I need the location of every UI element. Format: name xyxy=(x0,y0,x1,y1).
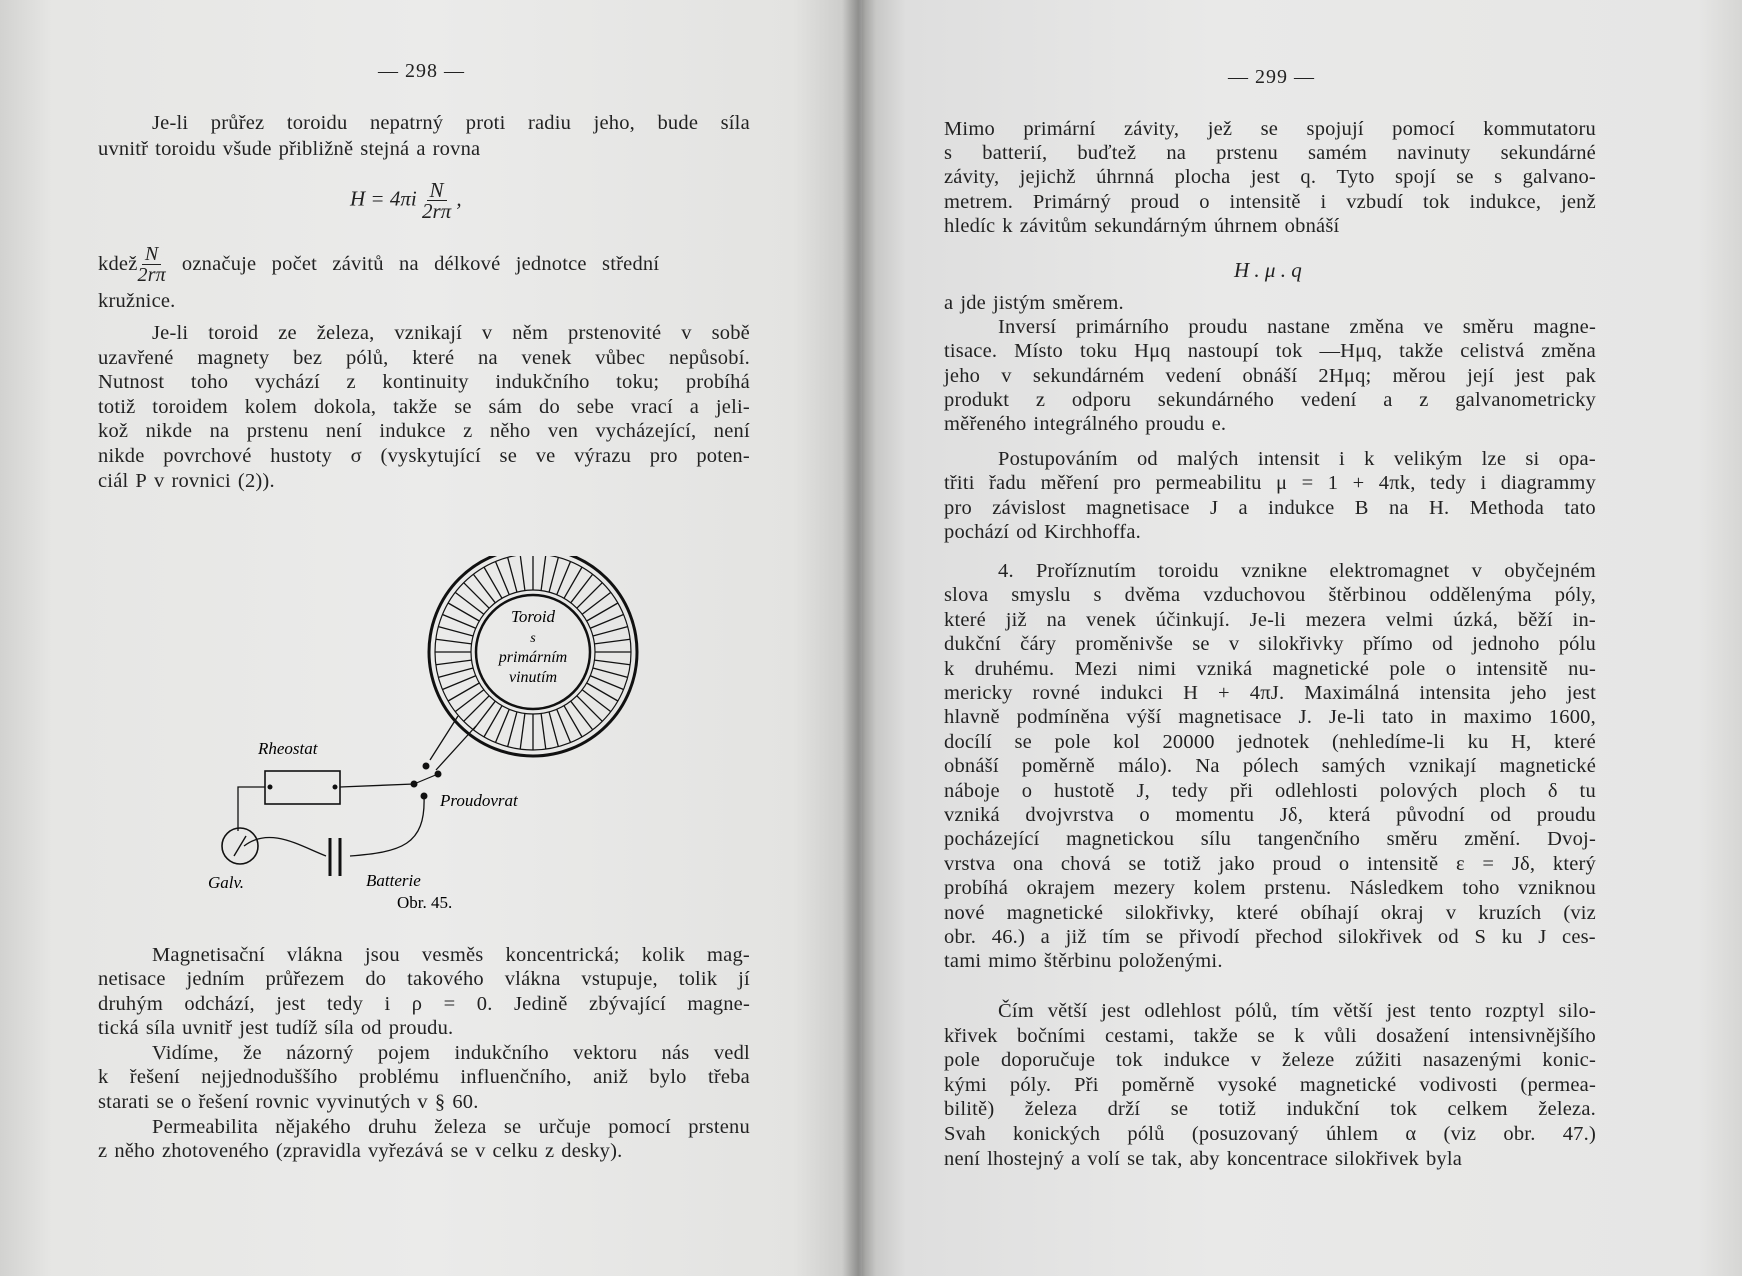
commutator-blade xyxy=(414,774,438,784)
winding-line xyxy=(577,696,602,721)
text-line: vrstva ona chová se totiž jako proud o intensitě ε = Jδ, který xyxy=(944,852,1596,875)
galv-label: Galv. xyxy=(208,873,245,892)
text-line: Je-li průřez toroidu nepatrný proti radiu jeho, bude síla xyxy=(152,112,750,134)
toroid-label-2: s xyxy=(530,631,536,646)
text-line: Postupováním od malých intensit i k velikým lze si opa- xyxy=(998,448,1596,470)
text-line: není lhostejný a volí se tak, aby koncentrace silokřivek byla xyxy=(944,1147,1463,1170)
figure-caption: Obr. 45. xyxy=(397,893,453,912)
winding-line xyxy=(464,696,489,721)
kruznice-line: kružnice. xyxy=(98,290,176,312)
winding-line xyxy=(473,574,495,603)
text-line: starati se o řešení rovnic vyvinutých v § 60. xyxy=(98,1090,479,1113)
text-line: jeho v sekundárném vedení obnáší 2Hμq; měrou její jest pak xyxy=(944,364,1596,387)
equation-tail: , xyxy=(456,186,462,211)
winding-line xyxy=(571,574,593,603)
kdez-line xyxy=(98,244,750,285)
text-line: hlavně podmíněna výší magnetisace J. Je-li tato in maximo 1600, xyxy=(944,706,1596,729)
text-line: obnáší poměrně málo). Na pólech samých vznikají magnetické xyxy=(944,755,1596,778)
text-line: s batterií, buďtež na prstenu samém navinuty sekundárné xyxy=(944,142,1596,165)
winding-line xyxy=(549,712,558,747)
winding-line xyxy=(582,592,611,614)
text-line: Permeabilita nějakého druhu železa se určuje pomocí prstenu xyxy=(152,1116,750,1138)
wire xyxy=(350,796,424,856)
kdez-denominator: 2rπ xyxy=(137,264,166,286)
text-line: slova smyslu s dvěma vzduchovou štěrbinou oddělenýma póly, xyxy=(944,584,1596,607)
text-line: uvnitř toroidu všude přibližně stejná a rovna xyxy=(98,137,481,160)
winding-line xyxy=(438,668,473,677)
text-line: obr. 46.) a již tím se přivodí přechod silokřivek od S ku J ces- xyxy=(944,926,1596,948)
winding-line xyxy=(593,668,628,677)
winding-line xyxy=(593,627,628,636)
text-line: Inversí primárního proudu nastane změna ve směru magne- xyxy=(998,316,1596,338)
wire xyxy=(340,784,414,787)
fraction-numerator: N xyxy=(427,180,447,201)
equation-fraction xyxy=(422,180,451,221)
winding-line xyxy=(508,712,517,747)
text-line: produkt z odporu sekundárného vedení a z galvanometricky xyxy=(944,388,1596,411)
proudovrat-label: Proudovrat xyxy=(440,791,518,810)
book-gutter xyxy=(842,0,876,1276)
winding-line xyxy=(594,639,630,644)
equation-lhs: H = 4πi xyxy=(350,186,417,211)
equation-flux: H . μ . q xyxy=(1234,258,1302,282)
winding-line xyxy=(473,701,495,730)
rheostat-label: Rheostat xyxy=(258,739,318,758)
right-para1-end: a jde jistým směrem. xyxy=(944,292,1124,314)
kdez-word: kdež xyxy=(98,253,138,275)
winding-line xyxy=(571,701,593,730)
toroid-label-4: vinutím xyxy=(509,669,557,686)
text-line: k řešení nejjednoduššího problému influenčního, aniž bylo třeba xyxy=(98,1066,750,1089)
text-line: uzavřené magnety bez pólů, které na venek vůbec nepůsobí. xyxy=(98,346,750,369)
text-line: Svah konických pólů (posuzovaný úhlem α (viz obr. 47.) xyxy=(944,1123,1596,1145)
text-line: z něho zhotoveného (zpravidla vyřezává se v celku z desky). xyxy=(98,1140,623,1163)
lead-wire-1 xyxy=(430,716,458,760)
text-line: dukční čáry proměnivše se v silokřivky přímo od jednoho pólu xyxy=(944,633,1596,656)
text-line: náboje o hustotě J, tedy při odlehlosti polových ploch δ tu xyxy=(944,779,1596,802)
text-line: kými póly. Při poměrně vysoké magnetické vodivosti (permea- xyxy=(944,1073,1596,1096)
kdez-text xyxy=(182,253,750,276)
text-line: probíhá okrajem mezery kolem prstenu. Následkem toho vzniknou xyxy=(944,877,1596,900)
text-line: druhým odchází, jest tedy i ρ = 0. Jedině zbývající magne- xyxy=(98,992,750,1015)
figure-45 xyxy=(200,556,660,916)
text-line: Magnetisační vlákna jsou vesměs koncentrická; kolik mag- xyxy=(152,944,750,966)
winding-line xyxy=(541,713,546,749)
winding-line xyxy=(582,690,611,712)
winding-line xyxy=(455,592,484,614)
text-line: závity, jejichž úhrnná plocha jest q. Tyto spojí se s galvano- xyxy=(944,166,1596,189)
text-line: ciál P v rovnici (2)). xyxy=(98,469,275,492)
text-line: třiti řadu měření pro permeabilitu μ = 1 + 4πk, tedy i diagrammy xyxy=(944,472,1596,495)
winding-line xyxy=(436,639,472,644)
right-text-column xyxy=(944,0,1596,1276)
lead-wire-2 xyxy=(436,726,476,770)
text-line: tami mimo štěrbinu položenými. xyxy=(944,950,1223,973)
fraction-denominator: 2rπ xyxy=(421,199,452,223)
left-page-number: — 298 — xyxy=(378,60,465,82)
winding-line xyxy=(455,690,484,712)
winding-line xyxy=(594,660,630,665)
batterie-label: Batterie xyxy=(366,871,421,890)
text-line: pochází od Kirchhoffa. xyxy=(944,521,1141,544)
rheostat-terminal xyxy=(268,785,273,790)
winding-line xyxy=(520,556,525,591)
text-line: tická síla uvnitř jest tudíž síla od proudu. xyxy=(98,1017,454,1040)
text-line: Nutnost toho vychází z kontinuity indukčního toku; probíhá xyxy=(98,371,750,394)
text-line: které již na venek účinkují. Je-li mezera velmi úzká, běží in- xyxy=(944,608,1596,631)
text-line: křivek bočními cestami, takže se k vůli dosažení intensivnějšího xyxy=(944,1024,1596,1047)
commutator-pin xyxy=(423,763,430,770)
toroid-label-3: primárním xyxy=(498,649,568,666)
winding-line xyxy=(436,660,472,665)
text-line: nové magnetické silokřivky, které obíhají okraj v kruzích (viz xyxy=(944,901,1596,924)
winding-line xyxy=(438,627,473,636)
text-line: nikde povrchové hustoty σ (vyskytující se ve výrazu pro poten- xyxy=(98,445,750,467)
text-line: kož nikde na prstenu není indukce z něho ven vycházející, není xyxy=(98,420,750,443)
winding-line xyxy=(577,583,602,608)
text-line: měřeného integrálného proudu e. xyxy=(944,413,1227,436)
winding-line xyxy=(549,557,558,592)
text-line: k druhému. Mezi nimi vzniká magnetické pole o intensitě nu- xyxy=(944,657,1596,680)
winding-line xyxy=(520,713,525,749)
text-line: Je-li toroid ze železa, vznikají v něm prstenovité v sobě xyxy=(152,322,750,344)
text-line: totiž toroidem kolem dokola, takže se sám do sebe vrací a jeli- xyxy=(98,395,750,418)
text-line: 4. Proříznutím toroidu vznikne elektromagnet v obyčejném xyxy=(998,560,1596,582)
equation-field-strength xyxy=(350,180,462,221)
text-line: vzniká dvojvrstva o momentu Jδ, která původní od proudu xyxy=(944,804,1596,826)
text-line: bilitě) železa drží se totiž indukční tok celkem železa. xyxy=(944,1098,1596,1121)
text-line: pro závislost magnetisace J a indukce B na H. Methoda tato xyxy=(944,496,1596,519)
text-line: hledíc k závitům sekundárným úhrnem obnáší xyxy=(944,214,1340,237)
toroid-label-1: Toroid xyxy=(510,607,556,626)
text-line: netisace jedním průřezem do takového vlákna vstupuje, tolik jí xyxy=(98,968,750,991)
rheostat-terminal xyxy=(333,785,338,790)
text-line: metrem. Primárný proud o intensitě i vzbudí tok indukce, jenž xyxy=(944,190,1596,213)
kdez-fraction xyxy=(138,244,166,285)
winding-line xyxy=(508,557,517,592)
text-line: tisace. Místo toku Hμq nastoupí tok —Hμq, takže celistvá změna xyxy=(944,340,1596,363)
text-line: Mimo primární závity, jež se spojují pomocí kommutatoru xyxy=(944,118,1596,140)
text-line: pole doporučuje tok indukce v železe zúžiti nasazenými konic- xyxy=(944,1049,1596,1072)
text-line: pocházející magnetickou sílu tangenčního směru změní. Dvoj- xyxy=(944,828,1596,851)
text-line: docílí se pole kol 20000 jednotek (nehledíme-li ku H, které xyxy=(944,730,1596,753)
kdez-text-inner: označuje počet závitů na délkové jednotce střední xyxy=(181,253,660,275)
right-page-number: — 299 — xyxy=(1228,66,1315,88)
kdez-numerator: N xyxy=(142,244,162,265)
winding-line xyxy=(464,583,489,608)
text-line: mericky rovné indukci H + 4πJ. Maximálná intensita jeho jest xyxy=(944,682,1596,704)
text-line: Vidíme, že názorný pojem indukčního vektoru nás vedl xyxy=(152,1042,750,1064)
wire xyxy=(238,787,265,831)
rheostat-box xyxy=(265,771,340,804)
winding-line xyxy=(541,556,546,591)
text-line: Čím větší jest odlehlost pólů, tím větší jest tento rozptyl silo- xyxy=(998,1000,1596,1022)
